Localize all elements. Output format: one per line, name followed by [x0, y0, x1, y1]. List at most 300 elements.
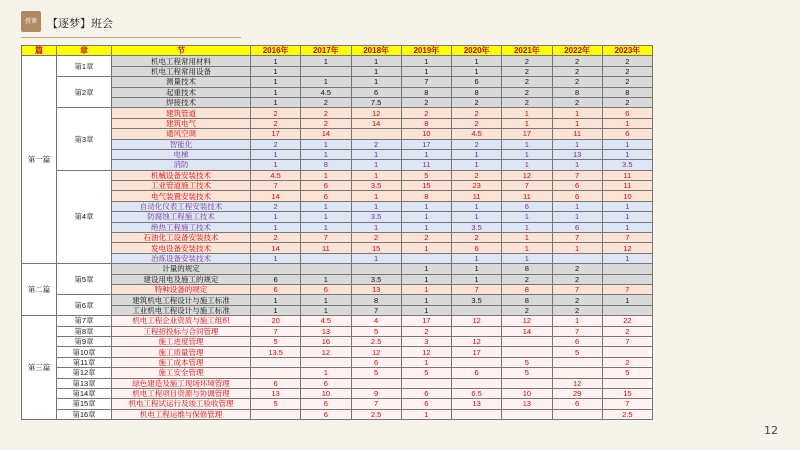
score-cell: 7 [401, 77, 451, 87]
score-cell [251, 264, 301, 274]
score-cell: 8 [602, 87, 652, 97]
score-cell: 1 [401, 295, 451, 305]
score-cell: 8 [552, 87, 602, 97]
score-cell: 14 [251, 243, 301, 253]
score-cell: 1 [401, 212, 451, 222]
table-row [22, 305, 653, 315]
score-cell: 6 [452, 243, 502, 253]
section-cell: 电气装置安装技术 [112, 191, 251, 201]
score-cell: 1 [452, 212, 502, 222]
score-cell: 2 [502, 274, 552, 284]
score-cell: 2 [502, 56, 552, 66]
score-cell: 6 [452, 368, 502, 378]
section-cell: 绝热工程施工技术 [112, 222, 251, 232]
score-cell: 1 [351, 149, 401, 159]
header-year: 2019年 [401, 46, 451, 56]
logo [21, 11, 41, 32]
score-cell: 11 [502, 191, 552, 201]
score-cell: 12 [602, 243, 652, 253]
section-cell: 计量的规定 [112, 264, 251, 274]
section-cell: 绿色建造及施工现场环境管理 [112, 378, 251, 388]
part-cell: 第一篇 [22, 56, 57, 264]
score-cell: 12 [552, 378, 602, 388]
score-cell: 2 [401, 108, 451, 118]
chapter-cell: 第9章 [57, 336, 112, 346]
score-cell: 5 [502, 357, 552, 367]
section-cell: 建筑机电工程设计与施工标准 [112, 295, 251, 305]
header-year: 2020年 [452, 46, 502, 56]
score-cell: 20 [251, 316, 301, 326]
score-cell: 9 [351, 388, 401, 398]
score-cell: 2 [602, 66, 652, 76]
score-cell [301, 66, 351, 76]
score-cell: 2 [552, 56, 602, 66]
table-row [22, 326, 653, 336]
score-cell: 1 [351, 77, 401, 87]
score-cell: 1 [552, 212, 602, 222]
score-cell [602, 347, 652, 357]
score-cell: 1 [552, 118, 602, 128]
score-cell [452, 326, 502, 336]
table-row [22, 56, 653, 66]
score-cell: 7 [602, 399, 652, 409]
score-cell: 5 [351, 326, 401, 336]
score-cell: 1 [301, 201, 351, 211]
score-cell: 1 [452, 56, 502, 66]
score-cell [502, 347, 552, 357]
score-cell [602, 264, 652, 274]
section-cell: 机电工程企业资质与施工组织 [112, 316, 251, 326]
score-cell: 1 [301, 149, 351, 159]
score-cell: 6 [552, 222, 602, 232]
table-row [22, 347, 653, 357]
header-section: 节 [112, 46, 251, 56]
score-cell: 6 [552, 191, 602, 201]
score-cell: 6 [301, 284, 351, 294]
score-cell: 1 [502, 118, 552, 128]
score-cell: 1 [602, 222, 652, 232]
score-cell: 6 [251, 284, 301, 294]
score-cell: 13 [351, 284, 401, 294]
score-cell: 4.5 [452, 129, 502, 139]
score-cell: 1 [552, 108, 602, 118]
score-cell: 1 [401, 264, 451, 274]
table-row [22, 87, 653, 97]
part-cell: 第二篇 [22, 264, 57, 316]
score-cell: 15 [401, 181, 451, 191]
section-cell: 自动化仪表工程安装技术 [112, 201, 251, 211]
score-cell: 5 [401, 368, 451, 378]
score-cell: 2 [602, 326, 652, 336]
score-cell: 16 [301, 336, 351, 346]
chapter-cell: 第6章 [57, 295, 112, 316]
score-cell [351, 264, 401, 274]
chapter-cell: 第10章 [57, 347, 112, 357]
score-cell: 1 [401, 149, 451, 159]
table-row [22, 316, 653, 326]
score-cell: 1 [602, 201, 652, 211]
section-cell: 焊接技术 [112, 97, 251, 107]
section-cell: 起重技术 [112, 87, 251, 97]
score-cell: 1 [401, 305, 451, 315]
score-cell: 2 [452, 170, 502, 180]
score-cell: 4 [351, 316, 401, 326]
exam-score-table [21, 45, 653, 420]
score-cell: 5 [401, 170, 451, 180]
score-cell: 3 [401, 336, 451, 346]
score-cell: 13 [301, 326, 351, 336]
table-row [22, 388, 653, 398]
score-cell: 1 [351, 253, 401, 263]
table-row [22, 97, 653, 107]
score-cell: 2 [602, 97, 652, 107]
score-cell: 1 [602, 295, 652, 305]
score-cell: 1 [401, 357, 451, 367]
score-cell: 12 [452, 336, 502, 346]
score-cell: 6 [301, 191, 351, 201]
score-cell: 1 [301, 170, 351, 180]
score-cell: 1 [301, 368, 351, 378]
score-cell: 1 [251, 222, 301, 232]
chapter-cell: 第11章 [57, 357, 112, 367]
score-cell: 3.5 [351, 274, 401, 284]
score-cell: 2 [351, 233, 401, 243]
score-cell: 13.5 [251, 347, 301, 357]
score-cell: 1 [502, 253, 552, 263]
section-cell: 建筑管道 [112, 108, 251, 118]
score-cell: 12 [502, 170, 552, 180]
score-cell: 2 [301, 118, 351, 128]
score-cell: 7 [251, 181, 301, 191]
table-row [22, 170, 653, 180]
score-cell: 2 [452, 233, 502, 243]
score-cell [502, 336, 552, 346]
score-cell: 2.5 [602, 409, 652, 419]
score-cell: 11 [301, 243, 351, 253]
score-cell [401, 378, 451, 388]
score-cell: 1 [301, 222, 351, 232]
score-cell: 3.5 [602, 160, 652, 170]
table-row [22, 284, 653, 294]
score-cell: 5 [251, 336, 301, 346]
score-cell: 2 [351, 139, 401, 149]
score-cell: 1 [301, 305, 351, 315]
score-cell: 6 [552, 399, 602, 409]
section-cell: 发电设备安装技术 [112, 243, 251, 253]
score-cell: 6 [251, 274, 301, 284]
section-cell: 测量技术 [112, 77, 251, 87]
score-cell: 6 [351, 87, 401, 97]
score-cell: 13 [251, 388, 301, 398]
score-cell: 1 [502, 222, 552, 232]
score-cell: 1 [602, 212, 652, 222]
table-row [22, 233, 653, 243]
score-cell [251, 357, 301, 367]
section-cell: 工业管道施工技术 [112, 181, 251, 191]
score-cell: 1 [452, 149, 502, 159]
score-cell: 6 [301, 409, 351, 419]
score-cell: 8 [502, 284, 552, 294]
section-cell: 电梯 [112, 149, 251, 159]
chapter-cell: 第1章 [57, 56, 112, 77]
chapter-cell: 第14章 [57, 388, 112, 398]
score-cell: 1 [452, 274, 502, 284]
score-cell: 12 [502, 316, 552, 326]
score-cell: 7 [602, 233, 652, 243]
score-cell: 1 [351, 56, 401, 66]
score-cell: 1 [401, 409, 451, 419]
part-cell: 第三篇 [22, 316, 57, 420]
score-cell: 6 [602, 129, 652, 139]
score-cell: 1 [401, 284, 451, 294]
score-cell: 2 [452, 97, 502, 107]
score-cell: 1 [602, 253, 652, 263]
score-cell: 1 [552, 201, 602, 211]
score-cell: 17 [502, 129, 552, 139]
section-cell: 防腐蚀工程施工技术 [112, 212, 251, 222]
score-cell: 7 [552, 170, 602, 180]
score-cell: 2 [502, 97, 552, 107]
chapter-cell: 第15章 [57, 399, 112, 409]
score-cell: 2 [502, 77, 552, 87]
score-cell: 1 [502, 139, 552, 149]
section-cell: 施工进度管理 [112, 336, 251, 346]
section-cell: 建设用电及施工的规定 [112, 274, 251, 284]
section-cell: 施工安全管理 [112, 368, 251, 378]
score-cell: 1 [602, 139, 652, 149]
score-cell: 3.5 [351, 181, 401, 191]
score-cell: 7 [602, 284, 652, 294]
score-cell: 12 [351, 108, 401, 118]
table-row [22, 212, 653, 222]
table-row [22, 274, 653, 284]
table-row [22, 243, 653, 253]
score-cell: 23 [452, 181, 502, 191]
score-cell: 13 [552, 149, 602, 159]
score-cell: 7 [502, 181, 552, 191]
score-cell: 1 [351, 201, 401, 211]
score-cell: 2 [401, 233, 451, 243]
score-cell [301, 264, 351, 274]
chapter-cell: 第8章 [57, 326, 112, 336]
table-row [22, 336, 653, 346]
score-cell: 2 [452, 118, 502, 128]
section-cell: 特种设备的规定 [112, 284, 251, 294]
score-cell: 1 [502, 149, 552, 159]
score-cell: 6 [552, 181, 602, 191]
section-cell: 机电工程项目资源与协调管理 [112, 388, 251, 398]
score-cell: 1 [452, 253, 502, 263]
section-cell: 机械设备安装技术 [112, 170, 251, 180]
score-cell: 2 [251, 233, 301, 243]
score-cell: 10 [401, 129, 451, 139]
table-row [22, 409, 653, 419]
score-cell: 2 [502, 305, 552, 315]
section-cell: 施工成本管理 [112, 357, 251, 367]
score-cell [552, 253, 602, 263]
score-cell: 13 [502, 399, 552, 409]
score-cell: 1 [251, 160, 301, 170]
score-cell [452, 357, 502, 367]
header-part: 篇 [22, 46, 57, 56]
score-cell: 5 [502, 368, 552, 378]
score-cell: 2 [251, 108, 301, 118]
chapter-cell: 第7章 [57, 316, 112, 326]
score-cell: 8 [301, 160, 351, 170]
score-cell: 1 [452, 264, 502, 274]
score-cell: 2 [301, 97, 351, 107]
score-cell: 2 [552, 274, 602, 284]
score-cell: 2 [602, 77, 652, 87]
score-cell: 1 [251, 56, 301, 66]
score-cell: 2 [502, 66, 552, 76]
page-title: 【逐梦】班会 [47, 17, 113, 30]
score-cell: 1 [552, 243, 602, 253]
score-cell: 1 [251, 295, 301, 305]
table-row [22, 108, 653, 118]
score-cell: 1 [251, 87, 301, 97]
score-cell: 2 [602, 56, 652, 66]
score-cell: 7 [552, 284, 602, 294]
section-cell: 机电工程常用材料 [112, 56, 251, 66]
score-cell: 8 [502, 295, 552, 305]
score-cell: 2 [552, 97, 602, 107]
table-row [22, 253, 653, 263]
score-cell: 1 [301, 212, 351, 222]
table-row [22, 264, 653, 274]
score-cell: 1 [452, 66, 502, 76]
score-cell: 1 [401, 56, 451, 66]
score-cell: 1 [301, 274, 351, 284]
section-cell: 石油化工设备安装技术 [112, 233, 251, 243]
score-cell: 14 [502, 326, 552, 336]
table-row [22, 191, 653, 201]
score-cell: 1 [552, 316, 602, 326]
table-row [22, 357, 653, 367]
score-cell [552, 357, 602, 367]
score-cell: 22 [602, 316, 652, 326]
score-cell: 14 [351, 118, 401, 128]
section-cell: 消防 [112, 160, 251, 170]
score-cell: 4.5 [251, 170, 301, 180]
score-cell: 7 [602, 336, 652, 346]
score-cell: 1 [251, 66, 301, 76]
section-cell: 工程招投标与合同管理 [112, 326, 251, 336]
header-year: 2016年 [251, 46, 301, 56]
header-chapter: 章 [57, 46, 112, 56]
score-cell: 1 [351, 170, 401, 180]
section-cell: 工业机电工程设计与施工标准 [112, 305, 251, 315]
score-cell: 2 [401, 326, 451, 336]
header-year: 2018年 [351, 46, 401, 56]
score-cell: 2 [552, 305, 602, 315]
section-cell: 机电工程运维与保修管理 [112, 409, 251, 419]
score-cell: 6 [401, 399, 451, 409]
score-cell: 7 [301, 233, 351, 243]
score-cell: 1 [351, 222, 401, 232]
score-cell: 13 [452, 399, 502, 409]
score-cell: 11 [552, 129, 602, 139]
score-cell: 6 [301, 378, 351, 388]
score-cell: 6 [351, 357, 401, 367]
score-cell: 1 [602, 118, 652, 128]
score-cell: 2 [452, 108, 502, 118]
score-cell: 11 [602, 170, 652, 180]
score-cell: 7 [251, 326, 301, 336]
score-cell: 1 [301, 77, 351, 87]
score-cell: 3.5 [452, 222, 502, 232]
header-year: 2023年 [602, 46, 652, 56]
score-cell: 6 [452, 77, 502, 87]
title-divider [21, 37, 241, 38]
score-cell: 2.5 [351, 409, 401, 419]
chapter-cell: 第4章 [57, 170, 112, 264]
score-cell: 1 [251, 253, 301, 263]
score-cell: 1 [301, 56, 351, 66]
score-cell: 5 [351, 368, 401, 378]
score-cell: 7.5 [351, 97, 401, 107]
score-cell: 1 [502, 108, 552, 118]
table-row [22, 160, 653, 170]
score-cell: 1 [552, 139, 602, 149]
score-cell: 15 [351, 243, 401, 253]
score-cell [602, 378, 652, 388]
score-cell: 1 [401, 274, 451, 284]
score-cell: 2 [552, 77, 602, 87]
score-cell: 1 [351, 160, 401, 170]
score-cell: 7 [552, 326, 602, 336]
section-cell: 机电工程试运行及竣工验收管理 [112, 399, 251, 409]
score-cell: 11 [452, 191, 502, 201]
score-cell: 2 [251, 139, 301, 149]
score-cell: 10 [602, 191, 652, 201]
chapter-cell: 第16章 [57, 409, 112, 419]
score-cell: 3.5 [351, 212, 401, 222]
score-cell: 5 [251, 399, 301, 409]
score-cell: 8 [401, 87, 451, 97]
score-cell: 1 [251, 212, 301, 222]
score-cell: 1 [502, 160, 552, 170]
score-cell [502, 378, 552, 388]
chapter-cell: 第5章 [57, 264, 112, 295]
score-cell: 1 [552, 160, 602, 170]
score-cell: 6 [552, 336, 602, 346]
table-row [22, 399, 653, 409]
chapter-cell: 第12章 [57, 368, 112, 378]
section-cell: 机电工程常用设备 [112, 66, 251, 76]
score-cell: 6 [301, 181, 351, 191]
section-cell: 冶炼设备安装技术 [112, 253, 251, 263]
score-cell: 1 [351, 66, 401, 76]
score-cell: 5 [552, 347, 602, 357]
score-cell [552, 368, 602, 378]
score-cell: 17 [251, 129, 301, 139]
score-cell: 2 [552, 295, 602, 305]
score-cell: 17 [452, 347, 502, 357]
score-cell: 10 [502, 388, 552, 398]
table-row [22, 295, 653, 305]
score-cell: 6 [301, 399, 351, 409]
score-cell [301, 253, 351, 263]
score-cell: 1 [251, 77, 301, 87]
section-cell: 施工质量管理 [112, 347, 251, 357]
score-cell [452, 409, 502, 419]
score-cell [301, 357, 351, 367]
chapter-cell: 第2章 [57, 77, 112, 108]
score-cell: 7 [452, 284, 502, 294]
table-row [22, 222, 653, 232]
score-cell [251, 409, 301, 419]
